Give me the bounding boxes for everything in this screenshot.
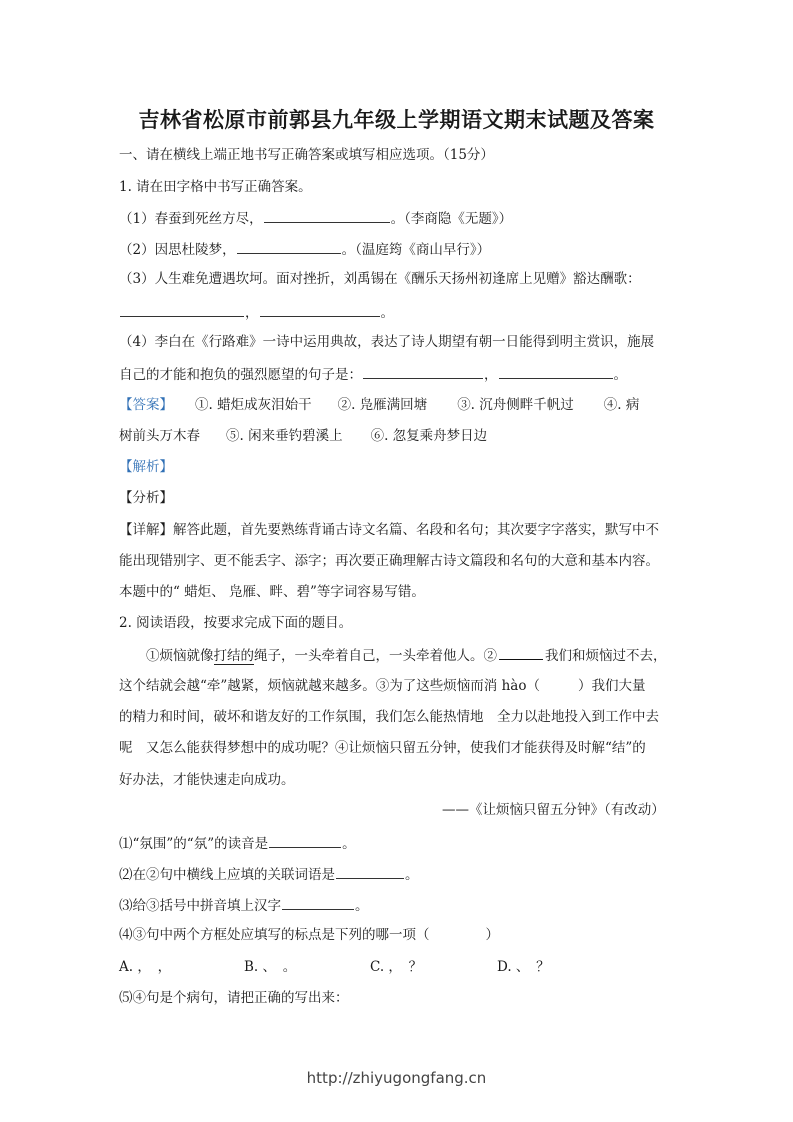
answer-tag: 【答案】 <box>119 397 173 413</box>
sub-question-3 <box>119 895 369 915</box>
item-text: 自己的才能和抱负的强烈愿望的句子是： <box>119 367 362 383</box>
detail-line-2: 能出现错别字、更不能丢字、添字；再次要正确理解古诗文篇段和名句的大意和基本内容。 <box>119 553 659 569</box>
answer-blank[interactable] <box>336 864 404 879</box>
passage-text: ）我们大量 <box>577 678 646 694</box>
detail-line-3: 本题中的“ 蜡炬、 凫雁、畔、碧”等字词容易写错。 <box>119 584 425 600</box>
passage-text: 绳子，一头牵着自己，一头牵着他人。② <box>254 648 497 664</box>
answer-blank[interactable] <box>264 208 390 223</box>
item-text: 。 <box>355 898 369 914</box>
question-1-item-2 <box>119 239 490 259</box>
item-text: （2）因思杜陵梦， <box>119 242 236 258</box>
sub-question-1 <box>119 833 356 853</box>
item-text: 。 <box>342 836 356 852</box>
passage-line-3: 的精力和时间，破坏和谐友好的工作氛围，我们怎么能热情地 全力以赴地投入到工作中去 <box>119 709 659 725</box>
answer-blank[interactable] <box>260 302 380 317</box>
option-a: A. ， ， <box>119 959 172 975</box>
answer-blank[interactable] <box>363 364 483 379</box>
answer-item: ④. 病 <box>603 397 640 413</box>
answer-line-1 <box>119 396 639 414</box>
passage-line-4: 呢 又怎么能获得梦想中的成功呢？④让烦恼只留五分钟，使我们才能获得及时解“结”的 <box>119 740 646 756</box>
underlined-phrase: 打结的 <box>213 648 254 664</box>
item-text: 。 <box>380 305 394 321</box>
detail-line-1: 【详解】解答此题，首先要熟练背诵古诗文名篇、名段和名句；其次要字字落实，默写中不 <box>119 522 659 538</box>
passage-line-2 <box>119 677 645 695</box>
page-title: 吉林省松原市前郭县九年级上学期语文期末试题及答案 <box>138 107 655 132</box>
answer-blank[interactable] <box>499 364 613 379</box>
item-text: （1）春蚕到死丝方尽， <box>119 211 263 227</box>
question-1-item-3-blanks <box>119 302 394 322</box>
footer-url[interactable]: http://zhiyugongfang.cn <box>306 1069 487 1087</box>
item-text: 。（温庭筠《商山早行》） <box>341 242 491 258</box>
answer-item: ③. 沉舟侧畔千帆过 <box>457 397 574 413</box>
item-text: ⑵在②句中横线上应填的关联词语是 <box>119 867 335 883</box>
option-c: C. ， ？ <box>370 959 423 975</box>
item-text: 。（李商隐《无题》） <box>390 211 513 227</box>
sub-question-4 <box>119 926 499 944</box>
section-heading: 一、请在横线上端正地书写正确答案或填写相应选项。（15分） <box>119 147 494 163</box>
passage-text: 这个结就会越“牵”越紧，烦恼就越来越多。③为了这些烦恼而消 hào（ <box>119 678 540 694</box>
answer-blank[interactable] <box>499 645 543 660</box>
analysis-tag: 【解析】 <box>119 459 173 475</box>
item-text: ， <box>245 305 259 321</box>
option-b: B. 、 。 <box>244 959 297 975</box>
question-1-item-4: （4）李白在《行路难》一诗中运用典故，表达了诗人期望有朝一日能得到明主赏识，施展 <box>119 334 655 350</box>
item-text: ， <box>484 367 498 383</box>
answer-line-2 <box>119 427 487 445</box>
answer-item: ⑤. 闲来垂钓碧溪上 <box>226 428 343 444</box>
item-text: ⑶给③括号中拼音填上汉字 <box>119 898 281 914</box>
question-1-stem: 1. 请在田字格中书写正确答案。 <box>119 179 312 195</box>
sub-question-2 <box>119 864 419 884</box>
answer-blank[interactable] <box>120 302 244 317</box>
item-text: ） <box>485 927 499 943</box>
answer-item: ⑥. 忽复乘舟梦日边 <box>370 428 488 444</box>
answer-item: ②. 凫雁满回塘 <box>337 397 428 413</box>
question-1-item-4-cont <box>119 364 627 384</box>
item-text: ⑴“氛围”的“氛”的读音是 <box>119 836 269 852</box>
passage-text: ①烦恼就像 <box>146 648 214 664</box>
answer-item: ①. 蜡炬成灰泪始干 <box>195 397 312 413</box>
analysis-heading: 【分析】 <box>119 490 173 506</box>
passage-line-5: 好办法，才能快速走向成功。 <box>119 772 295 788</box>
passage-line-1 <box>146 645 667 665</box>
option-d: D. 、 ？ <box>497 959 550 975</box>
item-text: 。 <box>405 867 419 883</box>
item-text: ⑷③句中两个方框处应填写的标点是下列的哪一项（ <box>119 927 430 943</box>
answer-item: 树前头万木春 <box>119 428 200 444</box>
passage-source: ——《让烦恼只留五分钟》（有改动） <box>442 802 665 818</box>
answer-blank[interactable] <box>282 895 354 910</box>
question-2-stem: 2. 阅读语段，按要求完成下面的题目。 <box>119 615 353 631</box>
question-1-item-3: （3）人生难免遭遇坎坷。面对挫折，刘禹锡在《酬乐天扬州初逢席上见赠》豁达酬歌： <box>119 271 641 287</box>
answer-blank[interactable] <box>269 833 341 848</box>
item-text: 。 <box>613 367 627 383</box>
sub-question-5: ⑸④句是个病句，请把正确的写出来： <box>119 990 349 1006</box>
passage-text: 我们和烦恼过不去， <box>545 648 667 664</box>
answer-blank[interactable] <box>237 239 341 254</box>
question-1-item-1 <box>119 208 512 228</box>
